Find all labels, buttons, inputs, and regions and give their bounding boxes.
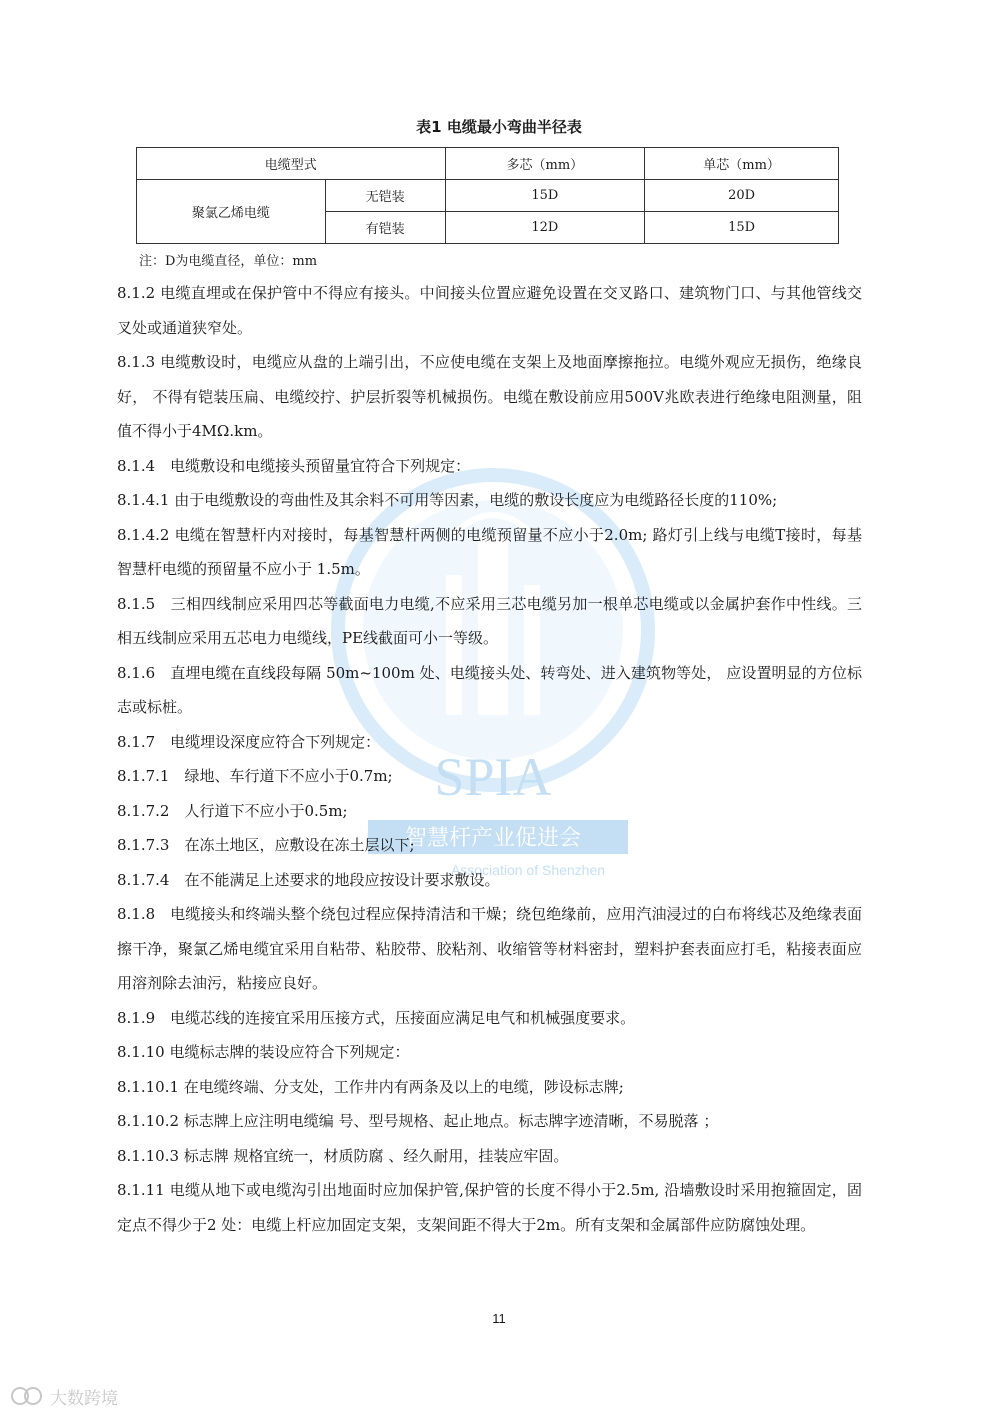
clause-8-1-7: 8.1.7 电缆埋设深度应符合下列规定： [117,732,381,751]
table-row [137,180,839,212]
watermark-acronym: SPIA [434,747,552,807]
cell-multi: 15D [445,180,645,212]
cell-multi: 12D [445,212,645,244]
cell-single: 15D [645,212,839,244]
brand-logo-icon [10,1385,44,1407]
header-cable-type: 电缆型式 [137,148,446,180]
clause-8-1-8: 8.1.8 电缆接头和终端头整个绕包过程应保持清洁和干燥；绕包绝缘前，应用汽油浸过的白布将线芯及绝缘表面擦干净，聚氯乙烯电缆宜采用自粘带、粘胶带、胶粘剂、收缩管等材料密封，塑料护套表面应打毛，粘接表面应用溶剂除去油污，粘接应良好。 [117,905,862,992]
cell-armor: 无铠装 [325,180,445,212]
table-header-row [137,148,839,180]
clause-8-1-10-2: 8.1.10.2 标志牌上应注明电缆编 号、型号规格、起止地点。标志牌字迹清晰，不易脱落 ； [117,1112,719,1130]
clause-8-1-6: 8.1.6 直埋电缆在直线段每隔 50m~100m 处、电缆接头处、转弯处、进入建筑物等处， 应设置明显的方位标志或标桩。 [117,663,862,716]
header-single-core: 单芯（mm） [645,148,839,180]
clause-8-1-10: 8.1.10 电缆标志牌的装设应符合下列规定： [117,1043,410,1061]
clause-8-1-4: 8.1.4 电缆敷设和电缆接头预留量宜符合下列规定： [117,456,471,475]
clause-8-1-10-1: 8.1.10.1 在电缆终端、分支处，工作井内有两条及以上的电缆，陟设标志牌; [117,1077,624,1096]
clause-8-1-7-4: 8.1.7.4 在不能满足上述要求的地段应按设计要求敷设。 [117,870,500,889]
clause-8-1-7-3: 8.1.7.3 在冻土地区，应敷设在冻土层以下; [117,836,415,854]
watermark-name-en: Association of Shenzhen [450,862,606,878]
clause-8-1-4-2: 8.1.4.2 电缆在智慧杆内对接时，每基智慧杆两侧的电缆预留量不应小于2.0m; 路灯引上线与电缆T接时，每基智慧杆电缆的预留量不应小于 1.5m。 [117,525,862,578]
cell-cable-type: 聚氯乙烯电缆 [137,180,326,244]
page-number: 11 [492,1311,506,1326]
table-title: 表1 电缆最小弯曲半径表 [416,118,582,136]
corner-logo-text: 大数跨境 [50,1388,118,1409]
clause-8-1-9: 8.1.9 电缆芯线的连接宜采用压接方式，压接面应满足电气和机械强度要求。 [117,1008,636,1027]
watermark-name-cn: 智慧杆产业促进会 [404,826,582,851]
document-body [117,276,862,1242]
clause-8-1-2: 8.1.2 电缆直埋或在保护管中不得应有接头。中间接头位置应避免设置在交叉路口、建筑物门口、与其他管线交叉处或通道狭窄处。 [117,284,862,337]
cell-single: 20D [645,180,839,212]
clause-8-1-7-1: 8.1.7.1 绿地、车行道下不应小于0.7m; [117,767,393,785]
clause-8-1-10-3: 8.1.10.3 标志牌 规格宜统一，材质防腐 、经久耐用，挂装应牢固。 [117,1146,569,1165]
clause-8-1-3: 8.1.3 电缆敷设时，电缆应从盘的上端引出，不应使电缆在支架上及地面摩擦拖拉。电缆外观应无损伤，绝缘良好， 不得有铠装压扁、电缆绞拧、护层折裂等机械损伤。电缆在敷设前应用500V兆欧表进行绝缘电阻测量，阻值不得小于4MΩ.km。 [117,353,862,440]
table-note: 注：D为电缆直径，单位：mm [139,254,318,269]
clause-8-1-4-1: 8.1.4.1 由于电缆敷设的弯曲性及其余料不可用等因素，电缆的敷设长度应为电缆路径长度的110%; [117,491,778,509]
clause-8-1-11: 8.1.11 电缆从地下或电缆沟引出地面时应加保护管,保护管的长度不得小于2.5m, 沿墙敷设时采用抱箍固定，固定点不得少于2 处：电缆上杆应加固定支架，支架间距不得大于2m。所有支架和金属部件应防腐蚀处理。 [117,1181,862,1234]
cell-armor: 有铠装 [325,212,445,244]
cable-bend-radius-table [136,147,839,244]
corner-watermark [10,1381,118,1411]
clause-8-1-5: 8.1.5 三相四线制应采用四芯等截面电力电缆,不应采用三芯电缆另加一根单芯电缆或以金属护套作中性线。三相五线制应采用五芯电力电缆线，PE线截面可小一等级。 [117,594,862,647]
header-multi-core: 多芯（mm） [445,148,645,180]
clause-8-1-7-2: 8.1.7.2 人行道下不应小于0.5m; [117,801,348,820]
